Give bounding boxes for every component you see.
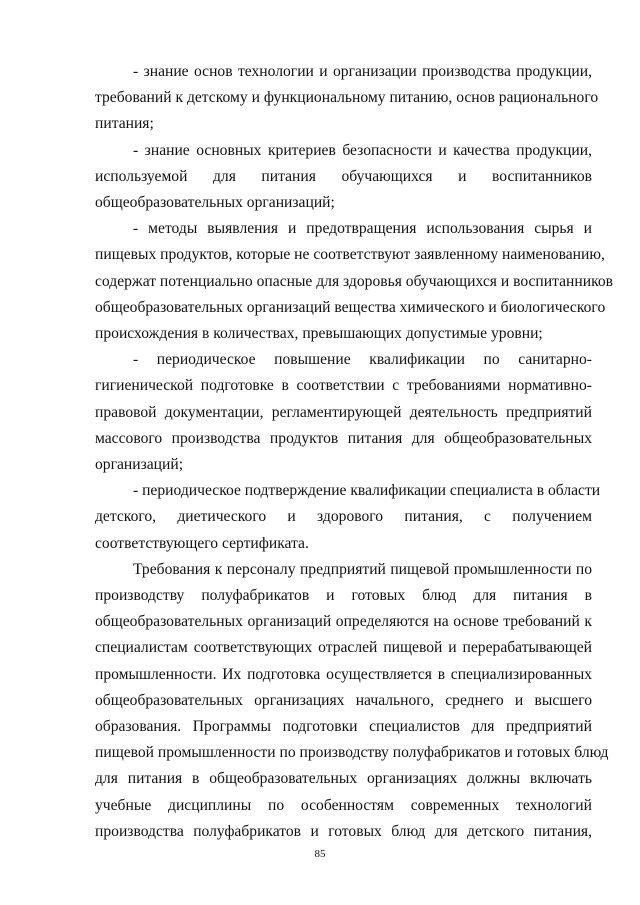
text-line: общеобразовательных организаций;	[95, 194, 335, 211]
text-line: общеобразовательных организаций определяются на основе требований к	[95, 613, 592, 630]
text-line: детского, диетического и здорового питания, с получением	[95, 508, 592, 525]
text-line: - периодическое подтверждение квалификации специалиста в области	[133, 482, 601, 499]
text-line: Требования к персоналу предприятий пищевой промышленности по	[133, 561, 592, 578]
text-line: пищевой промышленности по производству полуфабрикатов и готовых блюд	[95, 744, 609, 761]
text-line: - знание основ технологии и организации производства продукции,	[133, 63, 592, 80]
text-line: требований к детскому и функциональному питанию, основ рационального	[95, 89, 599, 106]
text-line: правовой документации, регламентирующей деятельность предприятий	[95, 404, 592, 421]
text-line: питания;	[95, 115, 154, 132]
text-line: промышленности. Их подготовка осуществляется в специализированных	[95, 666, 592, 683]
text-line: производства полуфабрикатов и готовых блюд для детского питания,	[95, 823, 592, 840]
text-line: гигиенической подготовке в соответствии с требованиями нормативно-	[95, 377, 592, 394]
text-line: общеобразовательных организаций вещества химического и биологического	[95, 299, 606, 316]
text-line: учебные дисциплины по особенностям современных технологий	[95, 797, 592, 814]
page-number: 85	[314, 848, 326, 860]
text-line: происхождения в количествах, превышающих допустимые уровни;	[95, 325, 543, 342]
text-line: - методы выявления и предотвращения использования сырья и	[133, 220, 592, 237]
text-line: организаций;	[95, 456, 184, 473]
text-line: - знание основных критериев безопасности и качества продукции,	[133, 142, 592, 159]
text-line: массового производства продуктов питания для общеобразовательных	[95, 430, 592, 447]
text-line: соответствующего сертификата.	[95, 535, 309, 552]
text-line: содержат потенциально опасные для здоровья обучающихся и воспитанников	[95, 273, 614, 290]
text-line: пищевых продуктов, которые не соответствуют заявленному наименованию,	[95, 246, 605, 263]
text-line: для питания в общеобразовательных организациях должны включать	[95, 770, 592, 787]
text-line: специалистам соответствующих отраслей пищевой и перерабатывающей	[95, 639, 592, 656]
text-line: производству полуфабрикатов и готовых блюд для питания в	[95, 587, 592, 604]
text-line: образования. Программы подготовки специалистов для предприятий	[95, 718, 592, 735]
text-line: общеобразовательных организациях начального, среднего и высшего	[95, 692, 592, 709]
text-line: используемой для питания обучающихся и воспитанников	[95, 168, 592, 185]
text-line: - периодическое повышение квалификации по санитарно-	[133, 351, 592, 368]
